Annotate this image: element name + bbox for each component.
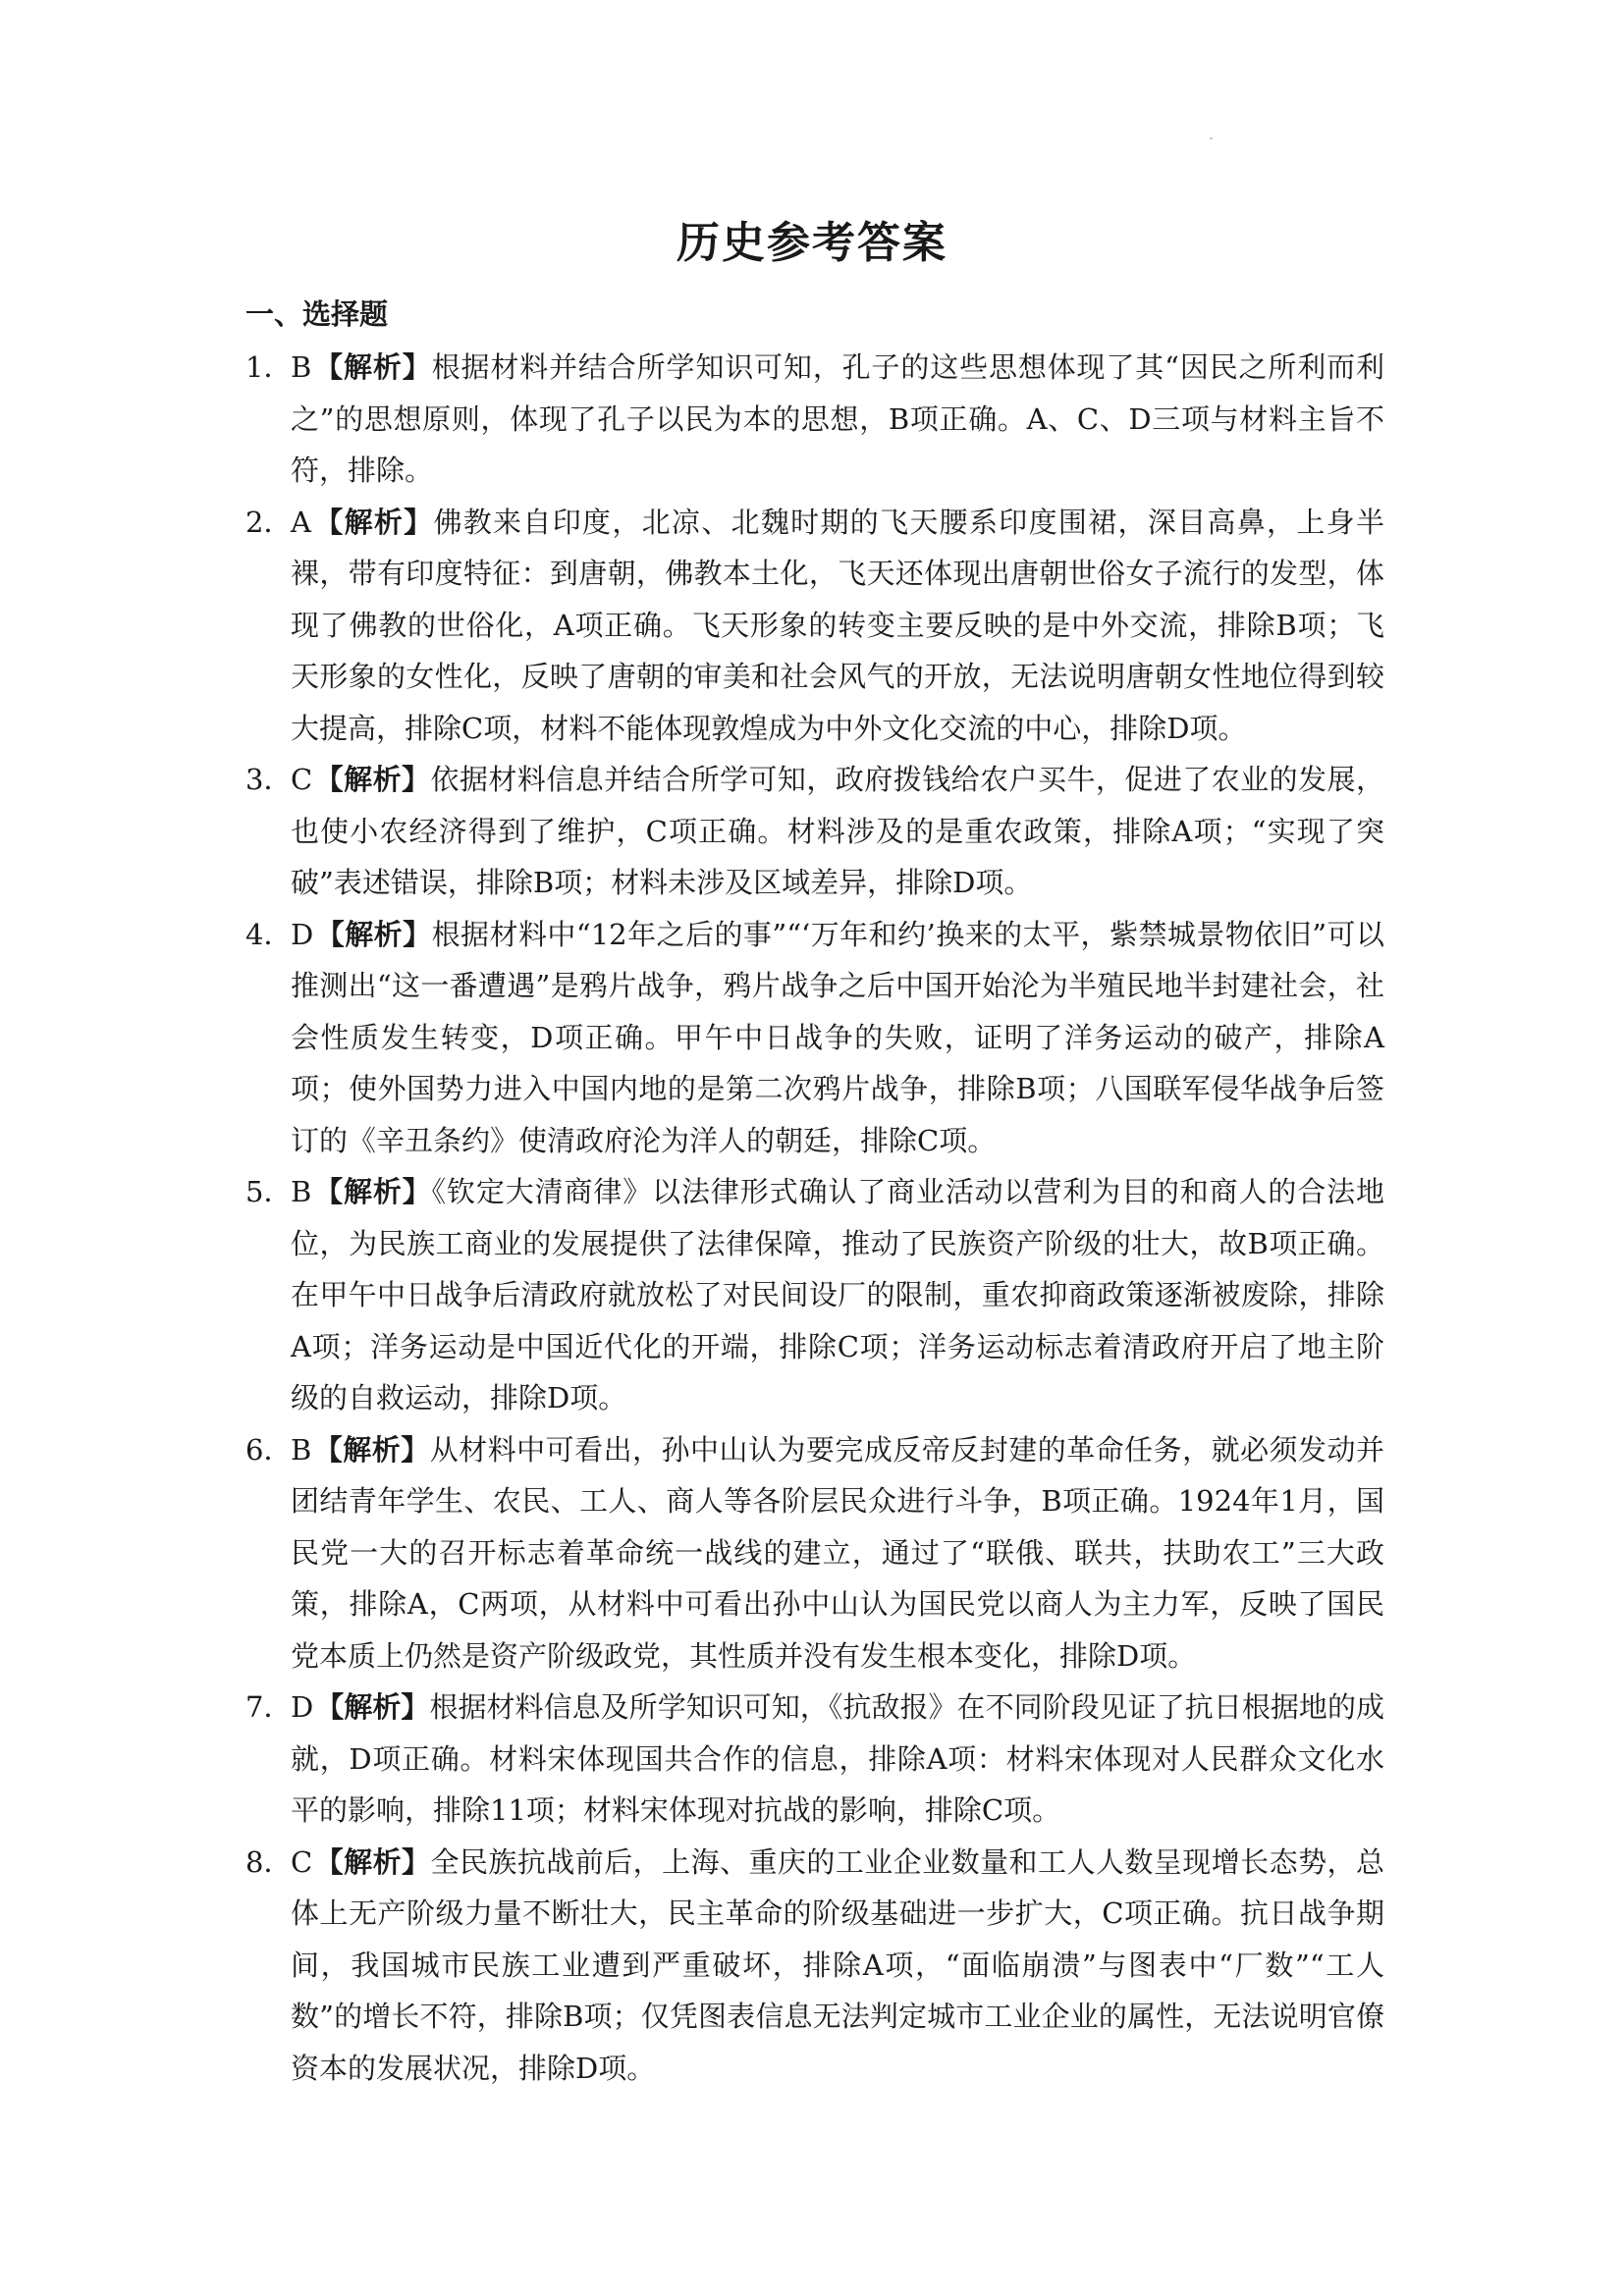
answer-number: 4． xyxy=(245,917,293,951)
answer-body xyxy=(291,1837,1384,2095)
answer-choice: B xyxy=(291,350,312,384)
analysis-text: 根据材料信息及所学知识可知，《抗敌报》在不同阶段见证了抗日根据地的成就，D项正确。材料宋体现国共合作的信息，排除A项：材料宋体现对人民群众文化水平的影响，排除11项；材料宋体现对抗战的影响，排除C项。 xyxy=(291,1690,1384,1827)
analysis-tag: 【解析】 xyxy=(313,1175,432,1208)
answer-choice: D xyxy=(291,1690,314,1724)
answer-item-1 xyxy=(245,342,1384,497)
answer-number: 1． xyxy=(245,350,293,384)
page-title: 历史参考答案 xyxy=(677,218,947,268)
analysis-text: 根据材料中“12年之后的事”“‘万年和约’换来的太平，紫禁城景物依旧”可以推测出“这一番遭遇”是鸦片战争，鸦片战争之后中国开始沦为半殖民地半封建社会，社会性质发生转变，D项正确。甲午中日战争的失败，证明了洋务运动的破产，排除A项；使外国势力进入中国内地的是第二次鸦片战争，排除B项；八国联军侵华战争后签订的《辛丑条约》使清政府沦为洋人的朝廷，排除C项。 xyxy=(291,917,1384,1157)
answer-body xyxy=(291,909,1384,1167)
answer-choice: B xyxy=(291,1432,312,1467)
answer-item-4 xyxy=(245,909,1384,1167)
answer-body xyxy=(291,1424,1384,1682)
analysis-tag: 【解析】 xyxy=(313,1432,430,1467)
answer-number: 6． xyxy=(245,1432,293,1467)
answer-item-2 xyxy=(245,497,1384,755)
answer-item-3 xyxy=(245,754,1384,909)
answer-choice: C xyxy=(291,763,313,796)
analysis-text: 从材料中可看出，孙中山认为要完成反帝反封建的革命任务，就必须发动并团结青年学生、农民、工人、商人等各阶层民众进行斗争，B项正确。1924年1月，国民党一大的召开标志着革命统一战线的建立，通过了“联俄、联共，扶助农工”三大政策，排除A，C两项，从材料中可看出孙中山认为国民党以商人为主力军，反映了国民党本质上仍然是资产阶级政党，其性质并没有发生根本变化，排除D项。 xyxy=(291,1432,1384,1673)
analysis-text: 依据材料信息并结合所学可知，政府拨钱给农户买牛，促进了农业的发展，也使小农经济得到了维护，C项正确。材料涉及的是重农政策，排除A项；“实现了突破”表述错误，排除B项；材料未涉及区域差异，排除D项。 xyxy=(291,763,1384,899)
answer-item-8 xyxy=(245,1837,1384,2095)
answer-choice: C xyxy=(291,1844,313,1879)
analysis-text: 根据材料并结合所学知识可知，孔子的这些思想体现了其“因民之所利而利之”的思想原则，体现了孔子以民为本的思想，B项正确。A、C、D三项与材料主旨不符，排除。 xyxy=(291,350,1384,487)
answer-choice: D xyxy=(291,917,314,951)
answer-item-5 xyxy=(245,1166,1384,1424)
answer-body xyxy=(291,1682,1384,1837)
answer-body xyxy=(291,497,1384,755)
answer-item-7 xyxy=(245,1682,1384,1837)
analysis-text: 《钦定大清商律》以法律形式确认了商业活动以营利为目的和商人的合法地位，为民族工商业的发展提供了法律保障，推动了民族资产阶级的壮大，故B项正确。在甲午中日战争后清政府就放松了对民间设厂的限制，重农抑商政策逐渐被废除，排除A项；洋务运动是中国近代化的开端，排除C项；洋务运动标志着清政府开启了地主阶级的自救运动，排除D项。 xyxy=(291,1175,1384,1415)
answer-body xyxy=(291,342,1384,497)
answer-number: 2． xyxy=(245,505,293,539)
analysis-tag: 【解析】 xyxy=(312,505,434,539)
section-heading: 一、选择题 xyxy=(245,297,389,331)
answer-list xyxy=(245,342,1384,2094)
answer-body xyxy=(291,754,1384,909)
answer-number: 8． xyxy=(245,1844,293,1879)
answer-item-6 xyxy=(245,1424,1384,1682)
answer-number: 7． xyxy=(245,1690,293,1724)
analysis-tag: 【解析】 xyxy=(315,917,432,951)
analysis-text: 佛教来自印度，北凉、北魏时期的飞天腰系印度围裙，深目高鼻，上身半裸，带有印度特征：到唐朝，佛教本土化，飞天还体现出唐朝世俗女子流行的发型，体现了佛教的世俗化，A项正确。飞天形象的转变主要反映的是中外交流，排除B项；飞天形象的女性化，反映了唐朝的审美和社会风气的开放，无法说明唐朝女性地位得到较大提高，排除C项，材料不能体现敦煌成为中外文化交流的中心，排除D项。 xyxy=(291,505,1384,745)
answer-body xyxy=(291,1166,1384,1424)
answer-choice: A xyxy=(291,505,311,539)
analysis-tag: 【解析】 xyxy=(314,763,431,796)
scan-speck xyxy=(1210,137,1213,139)
analysis-tag: 【解析】 xyxy=(314,1844,431,1879)
answer-choice: B xyxy=(291,1175,312,1208)
answer-number: 3． xyxy=(245,763,293,796)
analysis-text: 全民族抗战前后，上海、重庆的工业企业数量和工人人数呈现增长态势，总体上无产阶级力量不断壮大，民主革命的阶级基础进一步扩大，C项正确。抗日战争期间，我国城市民族工业遭到严重破坏，排除A项，“面临崩溃”与图表中“厂数”“工人数”的增长不符，排除B项；仅凭图表信息无法判定城市工业企业的属性，无法说明官僚资本的发展状况，排除D项。 xyxy=(291,1844,1384,2085)
analysis-tag: 【解析】 xyxy=(313,350,432,384)
analysis-tag: 【解析】 xyxy=(315,1690,430,1724)
answer-number: 5． xyxy=(245,1175,293,1208)
